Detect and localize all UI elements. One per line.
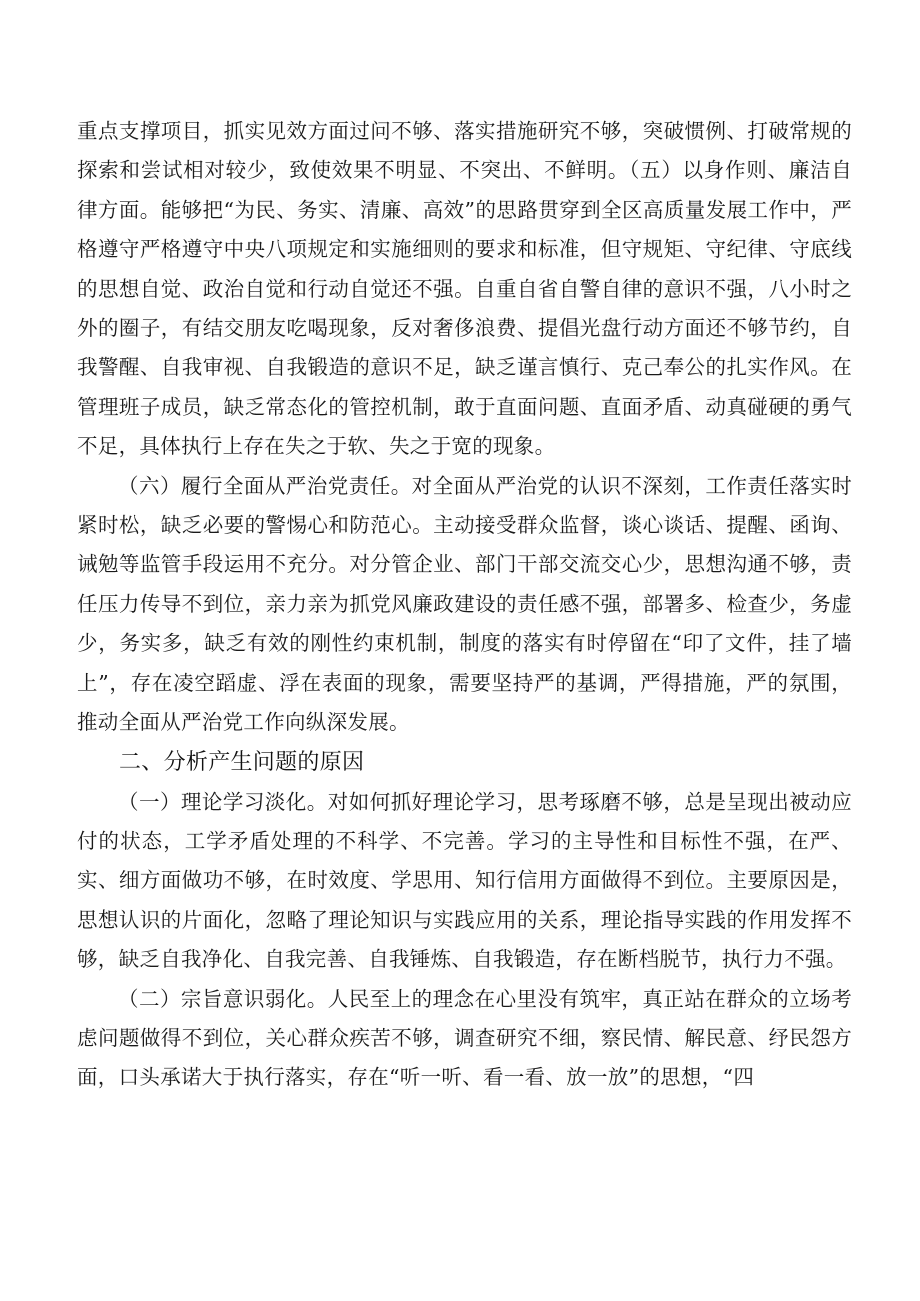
paragraph-continuation: 重点支撑项目，抓实见效方面过问不够、落实措施研究不够，突破惯例、打破常规的探索和尝试相对较少，致使效果不明显、不突出、不鲜明。（五）以身作则、廉洁自律方面。能够把“为民、务实、清廉、高效”的思路贯穿到全区高质量发展工作中，严格遵守严格遵守中央八项规定和实施细则的要求和标准，但守规矩、守纪律、守底线的思想自觉、政治自觉和行动自觉还不强。自重自省自警自律的意识不强，八小时之外的圈子，有结交朋友吃喝现象，反对奢侈浪费、提倡光盘行动方面还不够节约，自我警醒、自我审视、自我锻造的意识不足，缺乏谨言慎行、克己奉公的扎实作风。在管理班子成员，缺乏常态化的管控机制，敢于直面问题、直面矛盾、动真碰硬的勇气不足，具体执行上存在失之于软、失之于宽的现象。	[77, 119, 852, 459]
paragraph-theory-study: （一）理论学习淡化。对如何抓好理论学习，思考琢磨不够，总是呈现出被动应付的状态，工学矛盾处理的不科学、不完善。学习的主导性和目标性不强，在严、实、细方面做功不够，在时效度、学思用、知行信用方面做得不到位。主要原因是，思想认识的片面化，忽略了理论知识与实践应用的关系，理论指导实践的作用发挥不够，缺乏自我净化、自我完善、自我锤炼、自我锻造，存在断档脱节，执行力不强。	[77, 789, 852, 972]
document-body	[77, 112, 852, 1098]
paragraph-six-party-responsibility: （六）履行全面从严治党责任。对全面从严治党的认识不深刻，工作责任落实时紧时松，缺乏必要的警惕心和防范心。主动接受群众监督，谈心谈话、提醒、函询、诫勉等监管手段运用不充分。对分管企业、部门干部交流交心少，思想沟通不够，责任压力传导不到位，亲力亲为抓党风廉政建设的责任感不强，部署多、检查少，务虚少，务实多，缺乏有效的刚性约束机制，制度的落实有时停留在“印了文件，挂了墙上”，存在凌空蹈虚、浮在表面的现象，需要坚持严的基调，严得措施，严的氛围，推动全面从严治党工作向纵深发展。	[77, 473, 852, 735]
paragraph-purpose-awareness: （二）宗旨意识弱化。人民至上的理念在心里没有筑牢，真正站在群众的立场考虑问题做得不到位，关心群众疾苦不够，调查研究不细，察民情、解民意、纾民怨方面，口头承诺大于执行落实，存在“听一听、看一看、放一放”的思想，“四	[77, 986, 852, 1090]
section-heading: 二、分析产生问题的原因	[119, 749, 365, 775]
